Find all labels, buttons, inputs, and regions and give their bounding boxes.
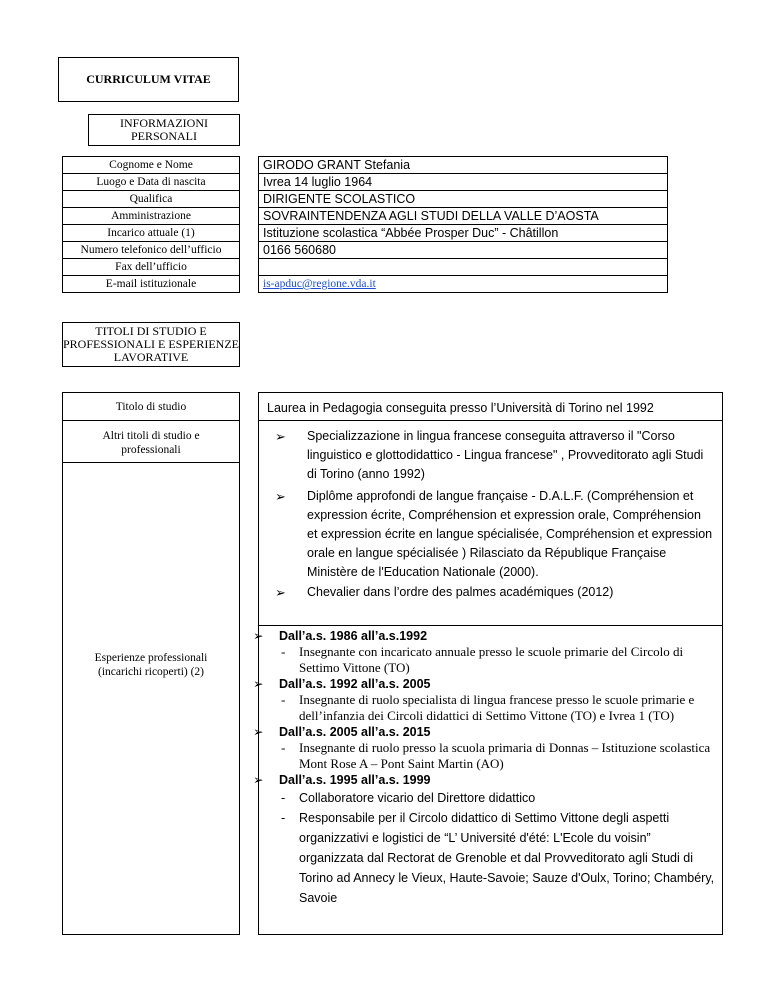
label-email: E-mail istituzionale [63, 276, 240, 293]
arrow-bullet-icon: ➢ [253, 677, 264, 691]
experience-period: ➢ Dall’a.s. 1995 all’a.s. 1999 [253, 773, 431, 787]
divider [259, 625, 722, 626]
esperienze-label: Esperienze professionali (incarichi ricoperti) (2) [94, 652, 208, 678]
personal-info-heading: INFORMAZIONI PERSONALI [88, 114, 240, 146]
divider [63, 420, 239, 421]
value-name: GIRODO GRANT Stefania [259, 157, 668, 174]
email-link[interactable]: is-apduc@regione.vda.it [263, 278, 376, 290]
arrow-bullet-icon: ➢ [253, 629, 264, 643]
experience-period: ➢ Dall’a.s. 1992 all’a.s. 2005 [253, 677, 431, 691]
label-amministrazione: Amministrazione [63, 208, 240, 225]
cv-title: CURRICULUM VITAE [58, 57, 239, 102]
value-email-cell [259, 276, 668, 293]
titoli-values-column: Laurea in Pedagogia conseguita presso l’Università di Torino nel 1992 ➢ Specializzazione in lingua francese conseguita attraverso il "Corso linguistico e glottodidattico - Lingua francese" , Provveditorato agli Studi di Torino (anno 1992) ➢ Diplôme approfondi de langue française - D.A.L.F. (Compréhension et expression écrite, Compréhension et expression orale, Compréhension et expression écrite en langue spécialisée, Compréhension et expression orale en langue spécialisée ) Rilasciato da République Française Ministère de l'Education Nationale (2000). ➢ Chevalier dans l’ordre des palmes académiques (2012) ➢ Dall’a.s. 1986 all’a.s.1992 - Insegnante con incaricato annuale presso le scuole primarie del Circolo di Settimo Vittone (TO) ➢ Dall’a.s. 1992 all’a.s. 2005 - Insegnante di ruolo specialista di lingua francese presso le scuole primarie e dell’infanzia dei Circoli didattici di Settimo Vittone (TO) e Ivrea 1 (TO) ➢ Dall’a.s. 2005 all’a.s. 2015 - Insegnante di ruolo presso la scuola primaria di Donnas – Istituzione scolastica Mont Rose A – Pont Saint Martin (AO) ➢ Dall’a.s. 1995 all’a.s. 1999 - Collaboratore vicario del Direttore didattico - Responsabile per il Circolo didattico di Settimo Vittone degli aspetti organizzativi e logistici de “L’ Université d'été: L'Ecole du voisin” organizzata dal Rectorat de Grenoble et dal Provveditorato agli Studi di Torino ad Annecy le Vieux, Haute-Savoie; Sauze d'Oulx, Torino; Chambéry, Savoie [258, 392, 723, 935]
value-amministrazione: SOVRAINTENDENZA AGLI STUDI DELLA VALLE D’AOSTA [259, 208, 668, 225]
label-birth: Luogo e Data di nascita [63, 174, 240, 191]
experience-period: ➢ Dall’a.s. 2005 all’a.s. 2015 [253, 725, 431, 739]
experience-item: - Collaboratore vicario del Direttore didattico [281, 791, 536, 805]
value-birth: Ivrea 14 luglio 1964 [259, 174, 668, 191]
arrow-bullet-icon: ➢ [253, 725, 264, 739]
value-phone: 0166 560680 [259, 242, 668, 259]
experience-item: - Insegnante di ruolo presso la scuola primaria di Donnas – Istituzione scolastica Mont Rose A – Pont Saint Martin (AO) [281, 740, 711, 771]
label-incarico: Incarico attuale (1) [63, 225, 240, 242]
value-incarico: Istituzione scolastica “Abbée Prosper Duc” - Châtillon [259, 225, 668, 242]
value-fax [259, 259, 668, 276]
divider [63, 462, 239, 463]
experience-period: ➢ Dall’a.s. 1986 all’a.s.1992 [253, 629, 428, 643]
titoli-labels-column [62, 392, 240, 935]
experience-item: - Insegnante con incaricato annuale presso le scuole primarie del Circolo di Settimo Vittone (TO) [281, 644, 684, 675]
arrow-bullet-icon: ➢ [275, 585, 286, 600]
experience-list [253, 628, 716, 908]
experience-item: - Responsabile per il Circolo didattico di Settimo Vittone degli aspetti organizzativi e logistici de “L’ Université d'été: L'Ecole du voisin” organizzata dal Rectorat de Grenoble et dal Provveditorato agli Studi di Torino ad Annecy le Vieux, Haute-Savoie; Sauze d'Oulx, Torino; Chambéry, Savoie [281, 811, 715, 905]
titoli-heading: TITOLI DI STUDIO E PROFESSIONALI E ESPERIENZE LAVORATIVE [62, 322, 240, 367]
arrow-bullet-icon: ➢ [275, 489, 286, 504]
altri-titoli-label: Altri titoli di studio e professionali [102, 430, 200, 456]
arrow-bullet-icon: ➢ [275, 429, 286, 444]
value-qualifica: DIRIGENTE SCOLASTICO [259, 191, 668, 208]
experience-item: - Insegnante di ruolo specialista di lingua francese presso le scuole primarie e dell’infanzia dei Circoli didattici di Settimo Vittone (TO) e Ivrea 1 (TO) [281, 692, 695, 723]
personal-values-table [258, 156, 668, 293]
label-fax: Fax dell’ufficio [63, 259, 240, 276]
divider [259, 420, 722, 421]
label-qualifica: Qualifica [63, 191, 240, 208]
personal-labels-table [62, 156, 240, 293]
label-phone: Numero telefonico dell’ufficio [63, 242, 240, 259]
titolo-value: Laurea in Pedagogia conseguita presso l’Università di Torino nel 1992 [267, 401, 654, 415]
titolo-label: Titolo di studio [115, 400, 187, 413]
label-name: Cognome e Nome [63, 157, 240, 174]
arrow-bullet-icon: ➢ [253, 773, 264, 787]
